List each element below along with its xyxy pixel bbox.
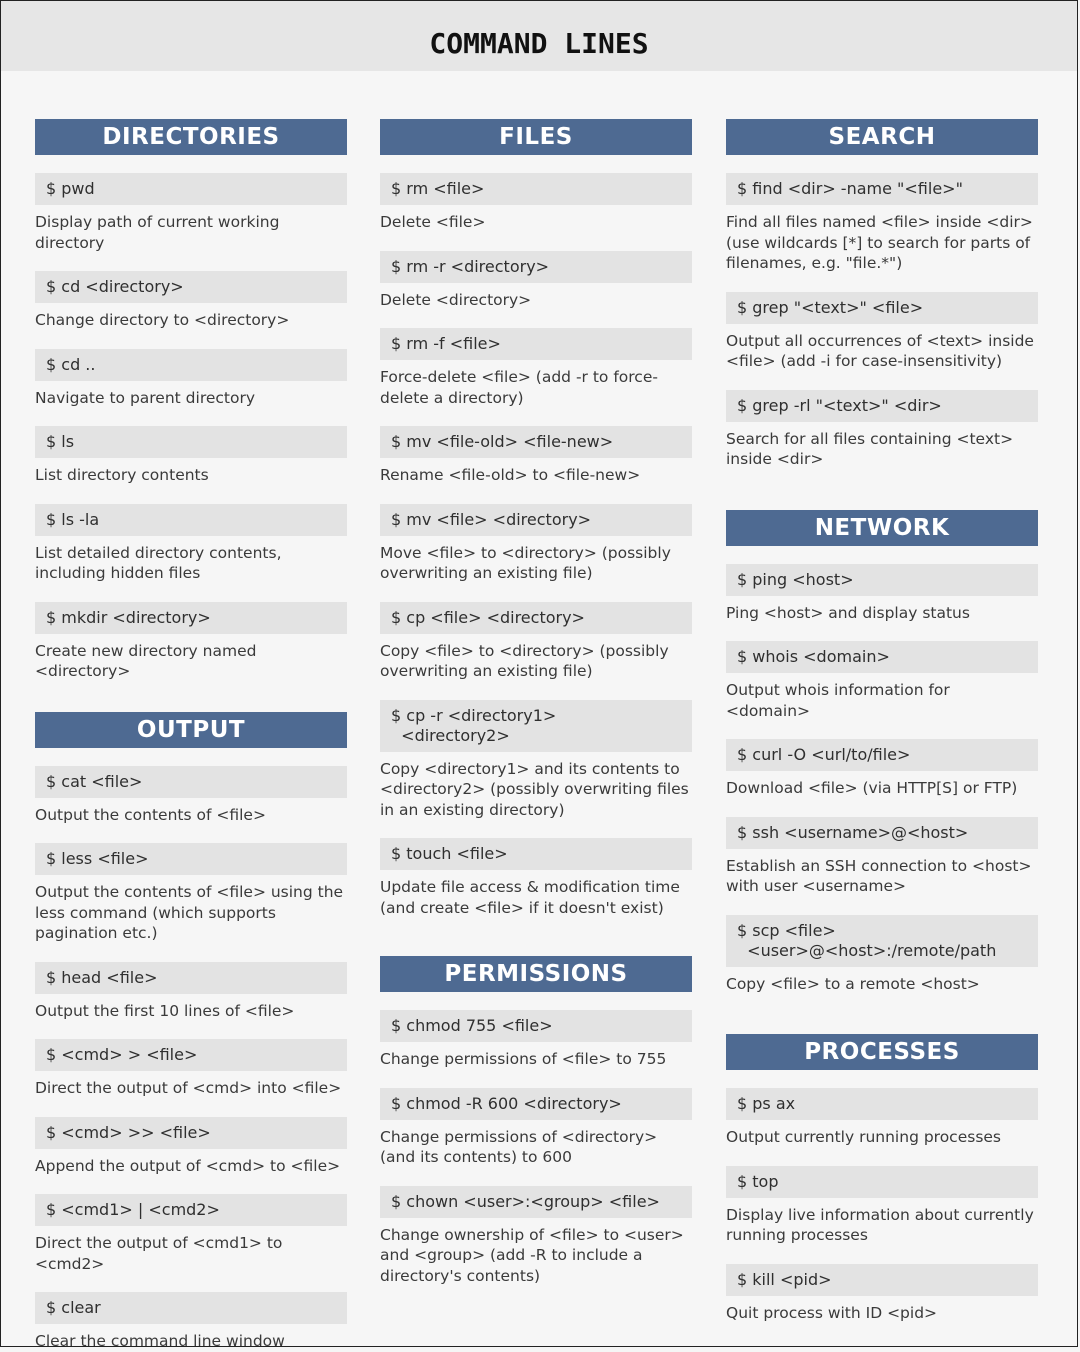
section-processes [726, 1034, 1038, 1323]
section-heading: OUTPUT [35, 712, 347, 748]
command-description: Find all files named <file> inside <dir> (use wildcards [*] to search for parts of filenames, e.g. "file.*") [726, 213, 1033, 272]
command-box: $ rm -r <directory> [380, 251, 692, 283]
command-description: Change permissions of <directory> (and its contents) to 600 [380, 1127, 658, 1166]
command-description: Output the contents of <file> [35, 805, 266, 824]
command-description: Update file access & modification time (and create <file> if it doesn't exist) [380, 878, 680, 917]
command-box: $ grep -rl "<text>" <dir> [726, 390, 1038, 422]
section-heading: SEARCH [726, 119, 1038, 155]
command-description: List directory contents [35, 466, 209, 484]
section-files [380, 119, 692, 918]
command-box: $ mv <file-old> <file-new> [380, 426, 692, 458]
command-box: $ <cmd1> | <cmd2> [35, 1194, 347, 1226]
command-box: $ ping <host> [726, 564, 1038, 596]
command-description: Display live information about currently running processes [726, 1205, 1034, 1244]
column-left [35, 119, 347, 1352]
command-box: $ whois <domain> [726, 641, 1038, 673]
command-description: Append the output of <cmd> to <file> [35, 1156, 341, 1175]
command-description: Delete <directory> [380, 290, 532, 309]
command-description: Move <file> to <directory> (possibly overwriting an existing file) [380, 543, 671, 582]
command-box: $ kill <pid> [726, 1264, 1038, 1296]
section-heading: PROCESSES [726, 1034, 1038, 1070]
command-description: Create new directory named <directory> [35, 641, 257, 680]
command-box: $ ssh <username>@<host> [726, 817, 1038, 849]
command-description: Rename <file-old> to <file-new> [380, 466, 641, 484]
command-box: $ head <file> [35, 962, 347, 994]
command-box: $ chmod -R 600 <directory> [380, 1088, 692, 1120]
section-heading: PERMISSIONS [380, 956, 692, 992]
command-description: Output the first 10 lines of <file> [35, 1001, 295, 1020]
command-description: Quit process with ID <pid> [726, 1303, 938, 1322]
command-box: $ ps ax [726, 1088, 1038, 1120]
command-box: $ clear [35, 1292, 347, 1324]
command-box: $ rm -f <file> [380, 328, 692, 360]
command-box: $ cd <directory> [35, 271, 347, 303]
command-box: $ pwd [35, 173, 347, 205]
section-search [726, 119, 1038, 470]
command-box: $ cp <file> <directory> [380, 602, 692, 634]
section-directories [35, 119, 347, 682]
command-description: Copy <directory1> and its contents to <directory2> (possibly overwriting files in an existing directory) [380, 759, 689, 819]
command-box: $ mkdir <directory> [35, 602, 347, 634]
section-heading: FILES [380, 119, 692, 155]
command-box: $ chown <user>:<group> <file> [380, 1186, 692, 1218]
command-box: $ mv <file> <directory> [380, 504, 692, 536]
command-box: $ touch <file> [380, 838, 692, 870]
command-box: $ grep "<text>" <file> [726, 292, 1038, 324]
command-box: $ ls -la [35, 504, 347, 536]
command-box: $ <cmd> > <file> [35, 1039, 347, 1071]
command-description: Establish an SSH connection to <host> with user <username> [726, 856, 1032, 895]
command-description: Output the contents of <file> using the less command (which supports pagination etc.) [35, 883, 344, 942]
section-heading: DIRECTORIES [35, 119, 347, 155]
command-description: Direct the output of <cmd> into <file> [35, 1079, 342, 1097]
column-middle [380, 119, 692, 1286]
command-box: $ chmod 755 <file> [380, 1010, 692, 1042]
command-description: Search for all files containing <text> inside <dir> [726, 429, 1014, 468]
command-box: $ scp <file> <user>@<host>:/remote/path [726, 915, 1038, 967]
command-description: Copy <file> to <directory> (possibly overwriting an existing file) [380, 641, 669, 680]
command-description: Clear the command line window [35, 1332, 285, 1350]
section-heading: NETWORK [726, 510, 1038, 546]
command-description: Navigate to parent directory [35, 388, 256, 407]
command-box: $ cp -r <directory1> <directory2> [380, 700, 692, 752]
command-box: $ rm <file> [380, 173, 692, 205]
command-description: Force-delete <file> (add -r to force-delete a directory) [380, 368, 658, 407]
section-permissions [380, 956, 692, 1286]
command-box: $ curl -O <url/to/file> [726, 739, 1038, 771]
section-output [35, 712, 347, 1352]
command-description: List detailed directory contents, including hidden files [35, 543, 282, 582]
command-description: Download <file> (via HTTP[S] or FTP) [726, 779, 1018, 797]
command-description: Change directory to <directory> [35, 311, 290, 329]
command-description: Output all occurrences of <text> inside <file> (add -i for case-insensitivity) [726, 331, 1034, 370]
command-box: $ <cmd> >> <file> [35, 1117, 347, 1149]
command-description: Change ownership of <file> to <user> and <group> (add -R to include a directory's contents) [380, 1225, 684, 1285]
section-network [726, 510, 1038, 995]
command-box: $ less <file> [35, 843, 347, 875]
command-description: Direct the output of <cmd1> to <cmd2> [35, 1234, 283, 1273]
command-box: $ top [726, 1166, 1038, 1198]
command-description: Copy <file> to a remote <host> [726, 974, 980, 993]
command-description: Delete <file> [380, 213, 486, 231]
command-description: Ping <host> and display status [726, 603, 970, 622]
command-description: Output whois information for <domain> [726, 681, 950, 720]
column-right [726, 119, 1038, 1323]
command-description: Display path of current working directory [35, 213, 280, 252]
command-description: Output currently running processes [726, 1128, 1002, 1146]
command-box: $ find <dir> -name "<file>" [726, 173, 1038, 205]
command-box: $ cat <file> [35, 766, 347, 798]
command-box: $ ls [35, 426, 347, 458]
command-description: Change permissions of <file> to 755 [380, 1050, 667, 1068]
page-title: COMMAND LINES [429, 27, 649, 60]
command-box: $ cd .. [35, 349, 347, 381]
